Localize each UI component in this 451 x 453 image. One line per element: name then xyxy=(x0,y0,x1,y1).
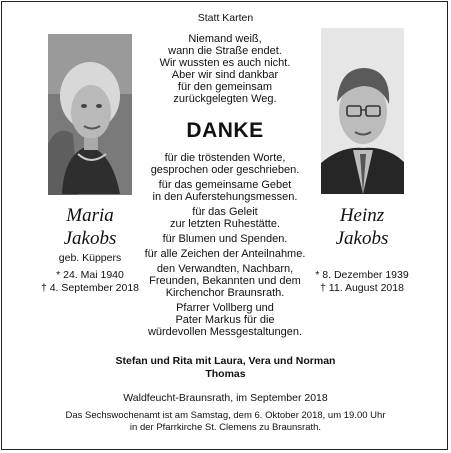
left-birth-name: geb. Küppers xyxy=(58,252,122,264)
mass-notice-line-2: in der Pfarrkirche St. Clemens zu Braunsrath. xyxy=(129,422,322,433)
thanks-block xyxy=(140,179,310,203)
portrait-photo-maria xyxy=(48,34,132,195)
left-last-name: Jakobs xyxy=(63,228,117,249)
thanks-line: für alle Zeichen der Anteilnahme. xyxy=(144,248,306,260)
portrait-maria-drawing xyxy=(48,34,132,195)
thanks-line: den Verwandten, Nachbarn, xyxy=(156,263,294,275)
poem-line: Niemand weiß, xyxy=(188,33,262,45)
right-death-date: † 11. August 2018 xyxy=(320,282,404,294)
portrait-photo-heinz xyxy=(321,28,404,194)
poem-line: Aber wir sind dankbar xyxy=(171,69,279,81)
danke-heading: DANKE xyxy=(186,119,264,142)
thanks-line: zur letzten Ruhestätte. xyxy=(169,218,281,230)
statt-karten: Statt Karten xyxy=(197,12,254,24)
thanks-block xyxy=(140,248,310,260)
thanks-line: Kirchenchor Braunsrath. xyxy=(165,287,285,299)
thanks-line: Pater Markus für die xyxy=(175,314,275,326)
thanks-block xyxy=(140,152,310,176)
thanks-line: Pfarrer Vollberg und xyxy=(176,302,274,314)
thanks-line: für das gemeinsame Gebet xyxy=(158,179,292,191)
left-birth-date: * 24. Mai 1940 xyxy=(56,269,124,281)
right-last-name: Jakobs xyxy=(335,228,389,249)
thanks-block xyxy=(140,263,310,299)
poem xyxy=(155,33,295,105)
poem-line: wann die Straße endet. xyxy=(168,45,282,57)
thanks-block xyxy=(140,302,310,338)
thanks-line: in den Auferstehungsmessen. xyxy=(152,191,298,203)
thanks-line: für das Geleit xyxy=(192,206,258,218)
poem-line: für den gemeinsam xyxy=(177,81,273,93)
place-date: Waldfeucht-Braunsrath, im September 2018 xyxy=(123,392,328,404)
poem-line: Wir wussten es auch nicht. xyxy=(159,57,291,69)
right-first-name: Heinz xyxy=(339,205,385,226)
thanks-line: für die tröstenden Worte, xyxy=(164,152,286,164)
family-line-2: Thomas xyxy=(205,368,246,380)
poem-line: zurückgelegten Weg. xyxy=(173,93,277,105)
left-death-date: † 4. September 2018 xyxy=(40,282,140,294)
mass-notice-line-1: Das Sechswochenamt ist am Samstag, dem 6. Oktober 2018, um 19.00 Uhr xyxy=(65,410,386,421)
thanks-block xyxy=(140,233,310,245)
left-first-name: Maria xyxy=(66,205,114,226)
right-birth-date: * 8. Dezember 1939 xyxy=(315,269,409,281)
portrait-heinz-drawing xyxy=(321,28,404,194)
thanks-block xyxy=(140,206,310,230)
thanks-line: gesprochen oder geschrieben. xyxy=(150,164,300,176)
thanks-line: würdevollen Messgestaltungen. xyxy=(147,326,303,338)
family-line-1: Stefan und Rita mit Laura, Vera und Norman xyxy=(115,355,336,367)
thanks-line: Freunden, Bekannten und dem xyxy=(149,275,301,287)
thanks-line: für Blumen und Spenden. xyxy=(162,233,288,245)
thanks-list xyxy=(140,152,310,341)
